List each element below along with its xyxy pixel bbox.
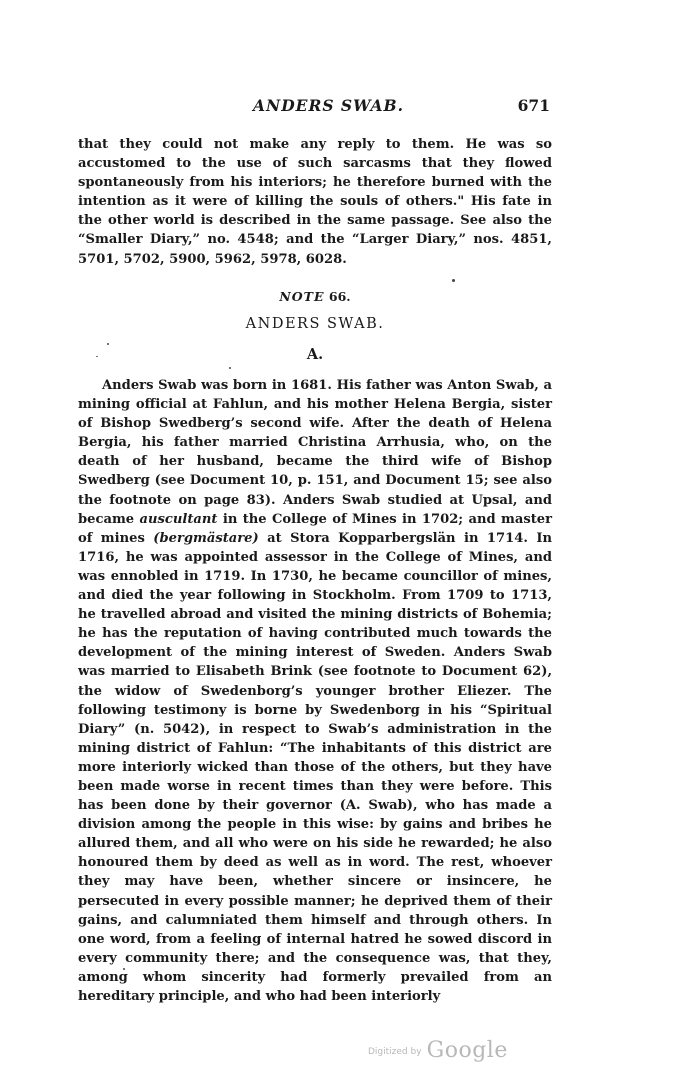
note-number: 66. — [328, 289, 351, 304]
page-number: 671 — [517, 96, 550, 115]
note-heading — [78, 289, 552, 304]
running-title: ANDERS SWAB. — [253, 96, 405, 115]
main-text-part-3: at Stora Kopparbergslän in 1714. In 1716, he was appointed assessor in the College of Mines, and was ennobled in 1719. In 1730, he became councillor of mines, and died the year following in Stockholm. From 1709 to 1713, he travelled abroad and visited the mining districts of Bohemia; he has the reputation of having contributed much towards the development of the mining interest of Sweden. Anders Swab was married to Elisabeth Brink (see footnote to Document 62), the widow of Swedenborg’s younger brother Eliezer. The following testimony is borne by Swedenborg in his “Spiritual Diary” (n. 5042), in respect to Swab’s administration in the mining district of Fahlun: “The inhabitants of this district are more interiorly wicked than those of the others, but they have been made worse in recent times than they were before. This has been done by their governor (A. Swab), who has made a division among the people in this wise: by gains and bribes he allured them, and all who were on his side he rewarded; he also honoured them by deed as well as in word. The rest, whoever they may have been, whether sincere or insincere, he persecuted in every possible manner; he deprived them of their gains, and calumniated them himself and through others. In one word, from a feeling of internal hatred he sowed discord in every community there; and the consequence was, that they, among whom sincerity had formerly prevailed from an hereditary principle, and who had been interiorly — [78, 530, 552, 1004]
ink-speck — [107, 343, 109, 345]
term-auscultant: auscultant — [139, 511, 218, 527]
main-text-part-2: in the College of Mines in 1702; and master of mines — [78, 511, 553, 546]
continuation-paragraph — [78, 135, 552, 269]
watermark-prefix: Digitized by — [368, 1047, 422, 1057]
main-paragraph — [78, 376, 552, 1006]
google-logo: Google — [426, 1038, 508, 1063]
continuation-text: that they could not make any reply to them. He was so accustomed to the use of such sarcasms that they flowed spontaneously from his interiors; he therefore burned with the intention as it were of killing the souls of others." His fate in the other world is described in the same passage. See also the “Smaller Diary,” no. 4548; and the “Larger Diary,” nos. 4851, 5701, 5702, 5900, 5962, 5978, 6028. — [78, 137, 552, 267]
note-title: ANDERS SWAB. — [245, 316, 385, 332]
google-watermark — [368, 1038, 508, 1063]
term-bergmastare: (bergmästare) — [153, 530, 259, 546]
ink-speck — [229, 367, 231, 369]
running-head — [78, 96, 550, 118]
main-text-part-1: Anders Swab was born in 1681. His father was Anton Swab, a mining official at Fahlun, and his mother Helena Bergia, sister of Bishop Swedberg’s second wife. After the death of Helena Bergia, his father married Christina Arrhusia, who, on the death of her husband, became the third wife of Bishop Swedberg (see Document 10, p. 151, and Document 15; see also the footnote on page 83). Anders Swab studied at Upsal, and became — [78, 378, 552, 527]
note-label: NOTE — [279, 289, 325, 304]
ink-speck — [452, 279, 455, 282]
section-letter: A. — [306, 346, 324, 363]
main-text — [78, 376, 552, 1006]
